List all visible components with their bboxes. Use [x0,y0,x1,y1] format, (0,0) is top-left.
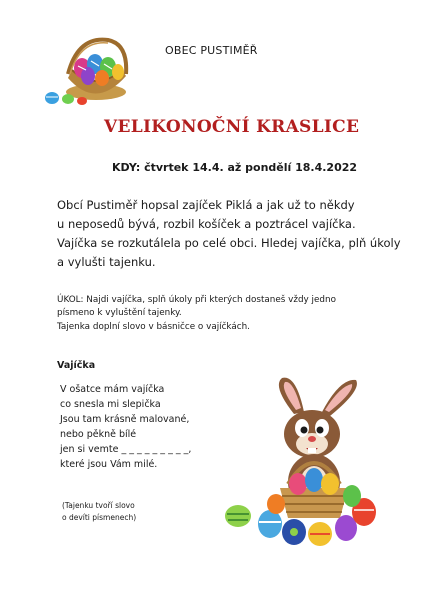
note-line: o devíti písmenech) [62,513,137,522]
intro-line: Vajíčka se rozkutálela po celé obci. Hledej vajíčka, plň úkoly [57,236,401,250]
poem-line: jen si vemte _ _ _ _ _ _ _ _ _, [60,444,192,455]
organization-header: OBEC PUSTIMĚŘ [165,44,258,57]
page-title: VELIKONOČNÍ KRASLICE [104,117,360,137]
event-dates: KDY: čtvrtek 14.4. až pondělí 18.4.2022 [112,161,358,174]
task-line: ÚKOL: Najdi vajíčka, splň úkoly při kterých dostaneš vždy jedno [57,295,336,305]
poem-line: V ošatce mám vajíčka [60,384,165,395]
task-line: Tajenka doplní slovo v básničce o vajíčkách. [57,322,250,332]
poem-title: Vajíčka [57,360,96,371]
poem-line: které jsou Vám milé. [60,459,158,470]
easter-basket-image [38,30,134,106]
poem-line: nebo pěkně bílé [60,429,137,440]
intro-line: a vylušti tajenku. [57,255,156,269]
intro-line: Obcí Pustiměř hopsal zajíček Piklá a jak už to někdy [57,198,355,212]
easter-bunny-image [222,372,384,552]
note-line: (Tajenku tvoří slovo [62,501,135,510]
intro-line: u neposedů bývá, rozbil košíček a poztrácel vajíčka. [57,217,356,231]
poem-line: Jsou tam krásně malované, [60,414,190,425]
task-line: písmeno k vyluštění tajenky. [57,308,182,318]
poem-line: co snesla mi slepička [60,399,161,410]
